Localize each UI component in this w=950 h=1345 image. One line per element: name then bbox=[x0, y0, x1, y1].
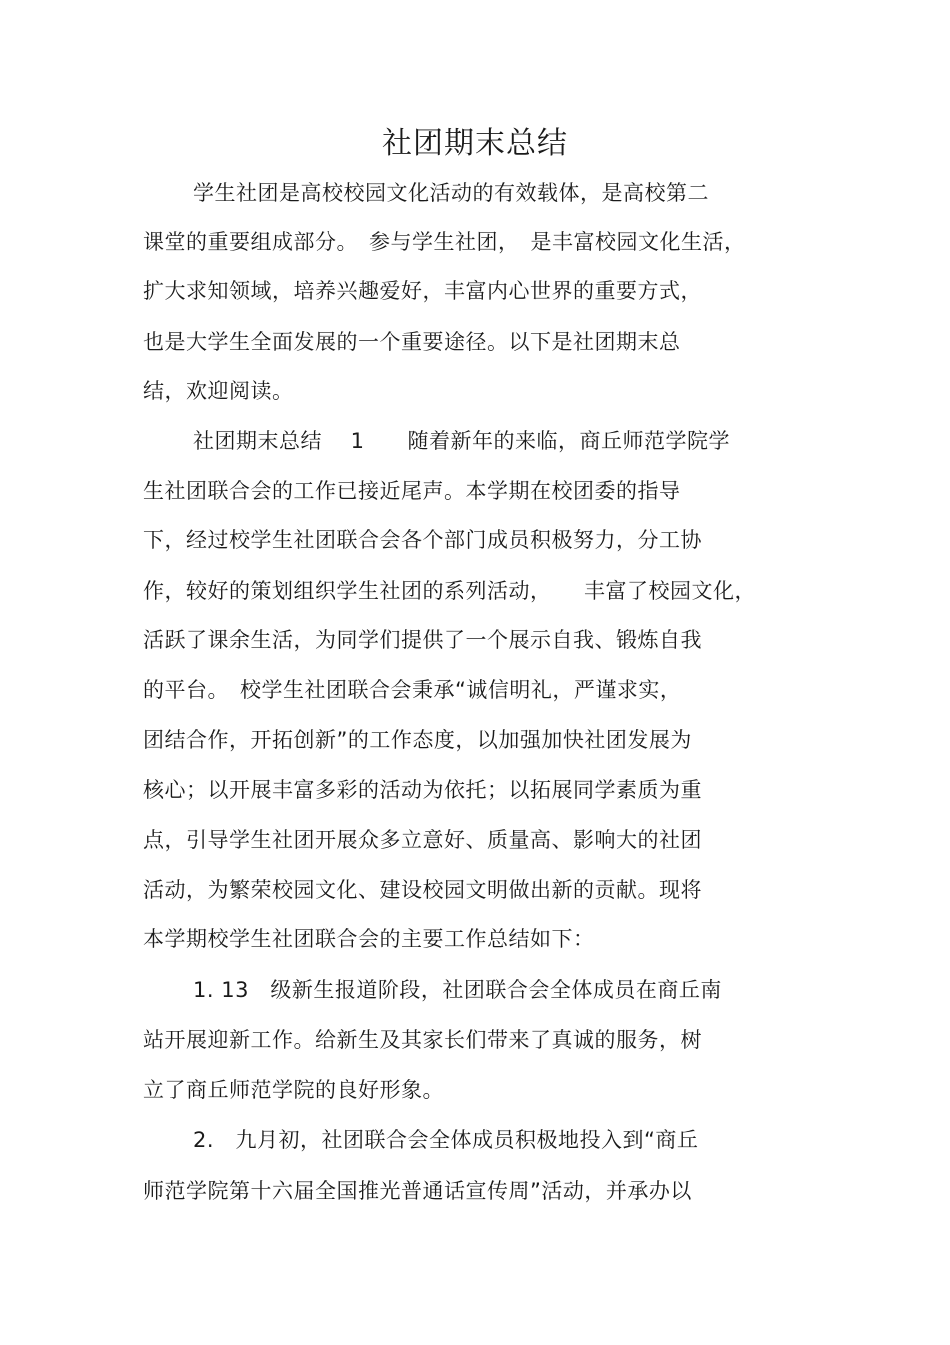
body-line-21: 师范学院第十六届全国推光普通话宣传周”活动，并承办以 bbox=[143, 1179, 692, 1203]
body-line-19: 立了商丘师范学院的良好形象。 bbox=[143, 1078, 444, 1102]
document-title: 社团期末总结 bbox=[382, 126, 568, 161]
body-line-16: 本学期校学生社团联合会的主要工作总结如下： bbox=[143, 927, 595, 951]
body-line-20: 2. 九月初，社团联合会全体成员积极地投入到“商丘 bbox=[193, 1128, 699, 1152]
body-line-8: 下，经过校学生社团联合会各个部门成员积极努力，分工协 bbox=[143, 528, 702, 552]
body-line-11: 的平台。 校学生社团联合会秉承“诚信明礼，严谨求实， bbox=[143, 678, 682, 702]
body-line-13: 核心；以开展丰富多彩的活动为依托；以拓展同学素质为重 bbox=[143, 778, 702, 802]
body-line-18: 站开展迎新工作。给新生及其家长们带来了真诚的服务，树 bbox=[143, 1028, 702, 1052]
body-line-14: 点，引导学生社团开展众多立意好、质量高、影响大的社团 bbox=[143, 828, 702, 852]
body-line-7: 生社团联合会的工作已接近尾声。本学期在校团委的指导 bbox=[143, 479, 681, 503]
body-line-3: 扩大求知领域，培养兴趣爱好，丰富内心世界的重要方式， bbox=[143, 279, 702, 303]
body-line-17: 1. 13 级新生报道阶段，社团联合会全体成员在商丘南 bbox=[193, 978, 722, 1002]
body-line-6: 社团期末总结 1 随着新年的来临，商丘师范学院学 bbox=[193, 429, 731, 453]
body-line-10: 活跃了课余生活，为同学们提供了一个展示自我、锻炼自我 bbox=[143, 628, 702, 652]
body-line-15: 活动，为繁荣校园文化、建设校园文明做出新的贡献。现将 bbox=[143, 878, 702, 902]
body-line-5: 结，欢迎阅读。 bbox=[143, 379, 294, 403]
body-line-1: 学生社团是高校校园文化活动的有效载体，是高校第二 bbox=[193, 181, 709, 205]
body-line-2: 课堂的重要组成部分。 参与学生社团， 是丰富校园文化生活， bbox=[143, 230, 746, 254]
body-line-9: 作，较好的策划组织学生社团的系列活动， 丰富了校园文化， bbox=[143, 579, 756, 603]
body-line-12: 团结合作，开拓创新”的工作态度，以加强加快社团发展为 bbox=[143, 728, 692, 752]
body-line-4: 也是大学生全面发展的一个重要途径。以下是社团期末总 bbox=[143, 330, 681, 354]
